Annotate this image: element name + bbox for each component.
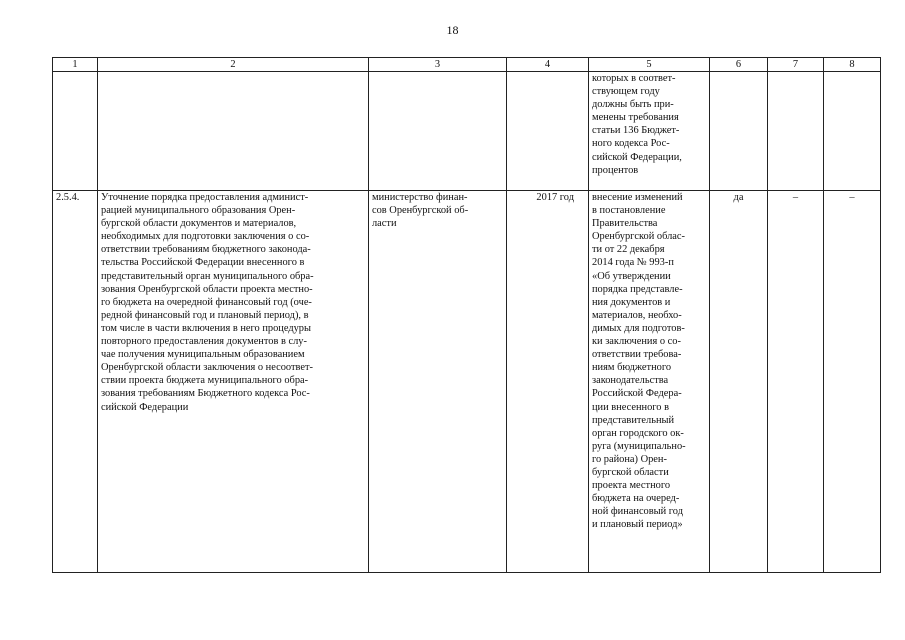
text-line: Оренбургской области заключения о несоответ- bbox=[101, 362, 313, 374]
text-line: статьи 136 Бюджет- bbox=[592, 125, 680, 137]
cell-responsible bbox=[369, 191, 507, 573]
text-line: Уточнение порядка предоставления админист- bbox=[101, 192, 309, 203]
cell-col6-flag: да bbox=[710, 191, 768, 573]
plan-table bbox=[52, 57, 881, 573]
text-line: орган городского ок- bbox=[592, 427, 684, 439]
col-header-1: 1 bbox=[53, 58, 98, 72]
text-line: бюджета на очеред- bbox=[592, 493, 680, 505]
text-line: редной финансовый год и плановый период), в bbox=[101, 309, 309, 321]
cell-empty bbox=[710, 72, 768, 191]
cell-col7-value: – bbox=[768, 191, 824, 573]
cell-empty bbox=[507, 72, 589, 191]
text-line: зования Оренбургской области проекта местно- bbox=[101, 283, 313, 295]
text-line: сов Оренбургской об- bbox=[372, 205, 469, 217]
text-line: повторного предоставления документов в слу- bbox=[101, 336, 307, 348]
text-line: рацией муниципального образования Орен- bbox=[101, 205, 296, 217]
text-line: представительный bbox=[592, 414, 675, 426]
col-header-7: 7 bbox=[768, 58, 824, 72]
text-line: ствующем году bbox=[592, 86, 660, 98]
text-line: министерство финан- bbox=[372, 192, 468, 203]
col-header-8: 8 bbox=[824, 58, 881, 72]
table-row-continuation bbox=[53, 72, 881, 191]
text-line: димых для подготов- bbox=[592, 322, 685, 334]
text-line: ласти bbox=[372, 218, 397, 230]
cell-description bbox=[98, 191, 369, 573]
text-line: ствии проекта бюджета муниципального обра- bbox=[101, 375, 309, 387]
text-line: том числе в части включения в него процедуры bbox=[101, 322, 311, 334]
text-line: процентов bbox=[592, 164, 639, 176]
cell-item-number: 2.5.4. bbox=[53, 191, 98, 573]
col-header-4: 4 bbox=[507, 58, 589, 72]
text-line: «Об утверждении bbox=[592, 270, 671, 282]
text-line: и плановый период» bbox=[592, 519, 683, 531]
text-line: бургской области документов и материалов, bbox=[101, 218, 297, 230]
text-line: Российской Федера- bbox=[592, 388, 682, 400]
cell-col8-value: – bbox=[824, 191, 881, 573]
text-line: порядка представле- bbox=[592, 283, 683, 295]
text-line: бургской области bbox=[592, 466, 669, 478]
text-line: ответствии требованиям бюджетного законода- bbox=[101, 244, 311, 256]
text-line: законодательства bbox=[592, 375, 669, 387]
col-header-6: 6 bbox=[710, 58, 768, 72]
text-line: зования требованиям Бюджетного кодекса Рос- bbox=[101, 388, 310, 400]
cell-result bbox=[589, 191, 710, 573]
text-line: ции внесенного в bbox=[592, 401, 669, 413]
page-number: 18 bbox=[446, 23, 459, 37]
cell-empty bbox=[98, 72, 369, 191]
text-line: ниям бюджетного bbox=[592, 362, 672, 374]
text-line: сийской Федерации bbox=[101, 401, 189, 413]
text-line: Правительства bbox=[592, 218, 658, 230]
text-line: сийской Федерации, bbox=[592, 151, 682, 163]
text-line: тельства Российской Федерации внесенного в bbox=[101, 257, 305, 269]
text-line: материалов, необхо- bbox=[592, 309, 682, 321]
text-line: руга (муниципально- bbox=[592, 440, 686, 452]
text-line: чае получения муниципальным образованием bbox=[101, 349, 305, 361]
text-line: го бюджета на очередной финансовый год (оче- bbox=[101, 296, 312, 308]
cell-result-continuation bbox=[589, 72, 710, 191]
text-line: 2014 года № 993-п bbox=[592, 257, 674, 269]
text-line: менены требования bbox=[592, 112, 679, 124]
text-line: ки заключения о со- bbox=[592, 336, 681, 348]
cell-empty bbox=[824, 72, 881, 191]
cell-empty bbox=[53, 72, 98, 191]
text-line: ти от 22 декабря bbox=[592, 244, 665, 256]
col-header-3: 3 bbox=[369, 58, 507, 72]
text-line: должны быть при- bbox=[592, 99, 674, 111]
text-line: Оренбургской облас- bbox=[592, 231, 685, 243]
text-line: в постановление bbox=[592, 205, 666, 217]
col-header-5: 5 bbox=[589, 58, 710, 72]
text-line: внесение изменений bbox=[592, 192, 683, 203]
text-line: ответствии требова- bbox=[592, 349, 682, 361]
cell-deadline: 2017 год bbox=[507, 191, 589, 573]
header-row bbox=[53, 58, 881, 72]
col-header-2: 2 bbox=[98, 58, 369, 72]
table-row-2-5-4 bbox=[53, 191, 881, 573]
text-line: го района) Орен- bbox=[592, 453, 667, 465]
text-line: представительный орган муниципального обра- bbox=[101, 270, 314, 282]
cell-empty bbox=[768, 72, 824, 191]
cell-empty bbox=[369, 72, 507, 191]
text-line: которых в соответ- bbox=[592, 73, 676, 84]
text-line: ной финансовый год bbox=[592, 506, 683, 518]
text-line: проекта местного bbox=[592, 480, 671, 492]
text-line: ного кодекса Рос- bbox=[592, 138, 670, 150]
text-line: ния документов и bbox=[592, 296, 671, 308]
text-line: необходимых для подготовки заключения о со- bbox=[101, 231, 310, 243]
